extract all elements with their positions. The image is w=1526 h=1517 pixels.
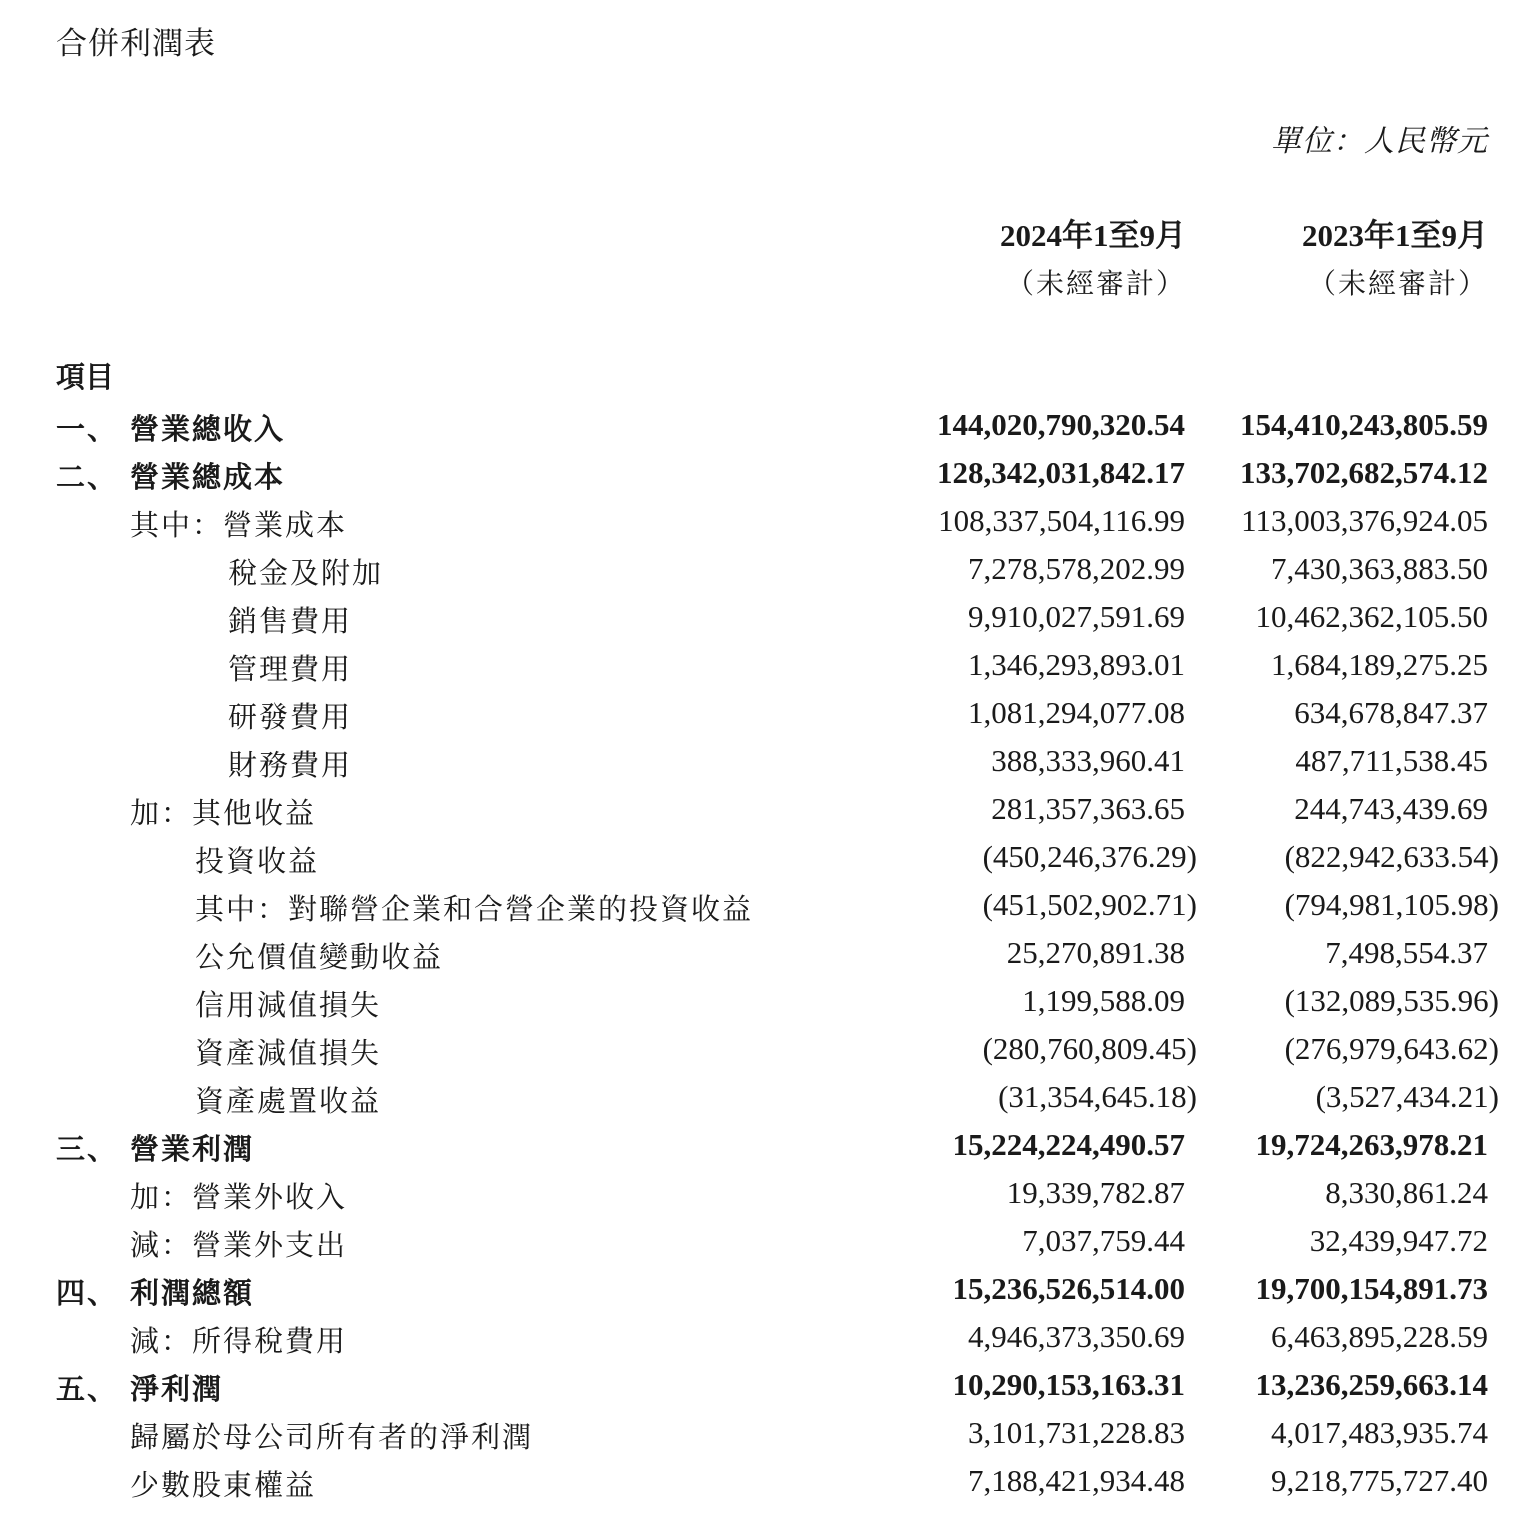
row-label-text: 投資收益 xyxy=(195,844,320,878)
value-2023: 7,430,363,883.50 xyxy=(1271,551,1488,586)
row-prefix: 一、 xyxy=(56,412,119,446)
value-2023: 7,498,554.37 xyxy=(1325,935,1488,970)
value-2024: 1,346,293,893.01 xyxy=(968,647,1185,682)
table-row xyxy=(0,1075,1526,1123)
table-row xyxy=(0,451,1526,499)
row-label xyxy=(195,935,443,976)
row-prefix: 四、 xyxy=(56,1276,119,1310)
row-label-text: 利潤總額 xyxy=(130,1276,255,1310)
column-period: 2023年1至9月 xyxy=(1302,218,1488,253)
row-label-text: 歸屬於母公司所有者的淨利潤 xyxy=(130,1420,534,1454)
page-title: 合併利潤表 xyxy=(56,26,216,62)
row-label-text: 減：所得稅費用 xyxy=(130,1324,348,1358)
row-label xyxy=(56,455,285,496)
value-2024: 144,020,790,320.54 xyxy=(937,407,1185,442)
row-label-text: 營業利潤 xyxy=(130,1132,255,1166)
value-2024: (450,246,376.29) xyxy=(982,839,1197,874)
value-2024: 7,037,759.44 xyxy=(1022,1223,1185,1258)
row-prefix: 二、 xyxy=(56,460,119,494)
value-2024: 128,342,031,842.17 xyxy=(937,455,1185,490)
value-2024: 281,357,363.65 xyxy=(991,791,1185,826)
row-label xyxy=(130,1463,316,1504)
row-label-text: 稅金及附加 xyxy=(228,556,384,590)
row-label xyxy=(56,1367,223,1408)
value-2024: 4,946,373,350.69 xyxy=(968,1319,1185,1354)
value-2023: (276,979,643.62) xyxy=(1284,1031,1499,1066)
value-2023: 6,463,895,228.59 xyxy=(1271,1319,1488,1354)
value-2024: 1,081,294,077.08 xyxy=(968,695,1185,730)
row-label xyxy=(56,407,285,448)
row-label xyxy=(228,551,383,592)
row-label xyxy=(195,1079,381,1120)
value-2023: (132,089,535.96) xyxy=(1284,983,1499,1018)
row-label-text: 財務費用 xyxy=(228,748,353,782)
row-label xyxy=(130,1415,533,1456)
value-2023: 10,462,362,105.50 xyxy=(1255,599,1488,634)
row-label-text: 其中：營業成本 xyxy=(130,508,348,542)
value-2024: 15,236,526,514.00 xyxy=(952,1271,1185,1306)
row-label-text: 營業總收入 xyxy=(130,412,286,446)
value-2023: 487,711,538.45 xyxy=(1295,743,1488,778)
row-label xyxy=(56,1127,254,1168)
row-label-text: 減：營業外支出 xyxy=(130,1228,348,1262)
value-2023: 1,684,189,275.25 xyxy=(1271,647,1488,682)
row-label-text: 少數股東權益 xyxy=(130,1468,317,1502)
column-header-2024 xyxy=(846,212,1186,308)
table-row xyxy=(0,1315,1526,1363)
row-label-text: 加：營業外收入 xyxy=(130,1180,348,1214)
value-2023: 4,017,483,935.74 xyxy=(1271,1415,1488,1450)
column-header-2023 xyxy=(1148,212,1488,308)
row-label-text: 銷售費用 xyxy=(228,604,353,638)
row-prefix: 三、 xyxy=(56,1132,119,1166)
value-2023: 8,330,861.24 xyxy=(1325,1175,1488,1210)
row-label-text: 營業總成本 xyxy=(130,460,286,494)
table-row xyxy=(0,883,1526,931)
value-2023: 32,439,947.72 xyxy=(1309,1223,1488,1258)
row-label xyxy=(228,647,352,688)
income-statement-table xyxy=(0,403,1526,1507)
table-row xyxy=(0,835,1526,883)
value-2023: 9,218,775,727.40 xyxy=(1271,1463,1488,1498)
row-label xyxy=(130,791,316,832)
row-label xyxy=(130,1223,347,1264)
row-label xyxy=(228,599,352,640)
table-row xyxy=(0,691,1526,739)
row-prefix: 五、 xyxy=(56,1372,119,1406)
row-label xyxy=(195,983,381,1024)
table-row xyxy=(0,931,1526,979)
row-label xyxy=(228,695,352,736)
value-2024: 25,270,891.38 xyxy=(1006,935,1185,970)
row-label-text: 資產減值損失 xyxy=(195,1036,382,1070)
value-2023: 19,700,154,891.73 xyxy=(1255,1271,1488,1306)
row-label-text: 其中：對聯營企業和合營企業的投資收益 xyxy=(195,892,754,926)
table-row xyxy=(0,547,1526,595)
table-row xyxy=(0,403,1526,451)
value-2024: 3,101,731,228.83 xyxy=(968,1415,1185,1450)
value-2023: (3,527,434.21) xyxy=(1315,1079,1499,1114)
value-2024: 9,910,027,591.69 xyxy=(968,599,1185,634)
row-label xyxy=(195,839,319,880)
table-row xyxy=(0,979,1526,1027)
table-row xyxy=(0,787,1526,835)
row-label-text: 公允價值變動收益 xyxy=(195,940,444,974)
value-2024: 1,199,588.09 xyxy=(1022,983,1185,1018)
value-2024: 108,337,504,116.99 xyxy=(938,503,1185,538)
value-2024: (451,502,902.71) xyxy=(982,887,1197,922)
unit-label: 單位：人民幣元 xyxy=(1271,124,1488,159)
column-audit-status: （未經審計） xyxy=(1005,267,1186,300)
table-row xyxy=(0,499,1526,547)
row-label-text: 信用減值損失 xyxy=(195,988,382,1022)
table-row xyxy=(0,595,1526,643)
value-2024: 7,278,578,202.99 xyxy=(968,551,1185,586)
value-2024: (280,760,809.45) xyxy=(982,1031,1197,1066)
value-2023: 154,410,243,805.59 xyxy=(1240,407,1488,442)
column-period: 2024年1至9月 xyxy=(1000,218,1186,253)
value-2024: (31,354,645.18) xyxy=(998,1079,1197,1114)
value-2023: 13,236,259,663.14 xyxy=(1255,1367,1488,1402)
value-2024: 7,188,421,934.48 xyxy=(968,1463,1185,1498)
table-row xyxy=(0,1219,1526,1267)
row-label xyxy=(130,503,347,544)
row-label xyxy=(195,1031,381,1072)
row-label-text: 管理費用 xyxy=(228,652,353,686)
row-label-text: 資產處置收益 xyxy=(195,1084,382,1118)
value-2023: 19,724,263,978.21 xyxy=(1255,1127,1488,1162)
row-label-text: 加：其他收益 xyxy=(130,796,317,830)
row-label xyxy=(195,887,753,928)
row-label-text: 研發費用 xyxy=(228,700,353,734)
table-row xyxy=(0,1267,1526,1315)
row-label xyxy=(228,743,352,784)
table-row xyxy=(0,643,1526,691)
row-label xyxy=(130,1175,347,1216)
row-label xyxy=(130,1319,347,1360)
table-row xyxy=(0,1171,1526,1219)
table-row xyxy=(0,1123,1526,1171)
table-row xyxy=(0,739,1526,787)
value-2023: 244,743,439.69 xyxy=(1294,791,1488,826)
value-2024: 19,339,782.87 xyxy=(1006,1175,1185,1210)
column-audit-status: （未經審計） xyxy=(1307,267,1488,300)
value-2023: (794,981,105.98) xyxy=(1284,887,1499,922)
value-2024: 10,290,153,163.31 xyxy=(952,1367,1185,1402)
row-label xyxy=(56,1271,254,1312)
table-row xyxy=(0,1363,1526,1411)
value-2024: 388,333,960.41 xyxy=(991,743,1185,778)
table-row xyxy=(0,1411,1526,1459)
table-row xyxy=(0,1027,1526,1075)
value-2023: 634,678,847.37 xyxy=(1294,695,1488,730)
row-label-text: 淨利潤 xyxy=(130,1372,224,1406)
value-2023: (822,942,633.54) xyxy=(1284,839,1499,874)
value-2023: 113,003,376,924.05 xyxy=(1241,503,1488,538)
value-2023: 133,702,682,574.12 xyxy=(1240,455,1488,490)
item-column-header: 項目 xyxy=(56,360,115,394)
value-2024: 15,224,224,490.57 xyxy=(952,1127,1185,1162)
table-row xyxy=(0,1459,1526,1507)
